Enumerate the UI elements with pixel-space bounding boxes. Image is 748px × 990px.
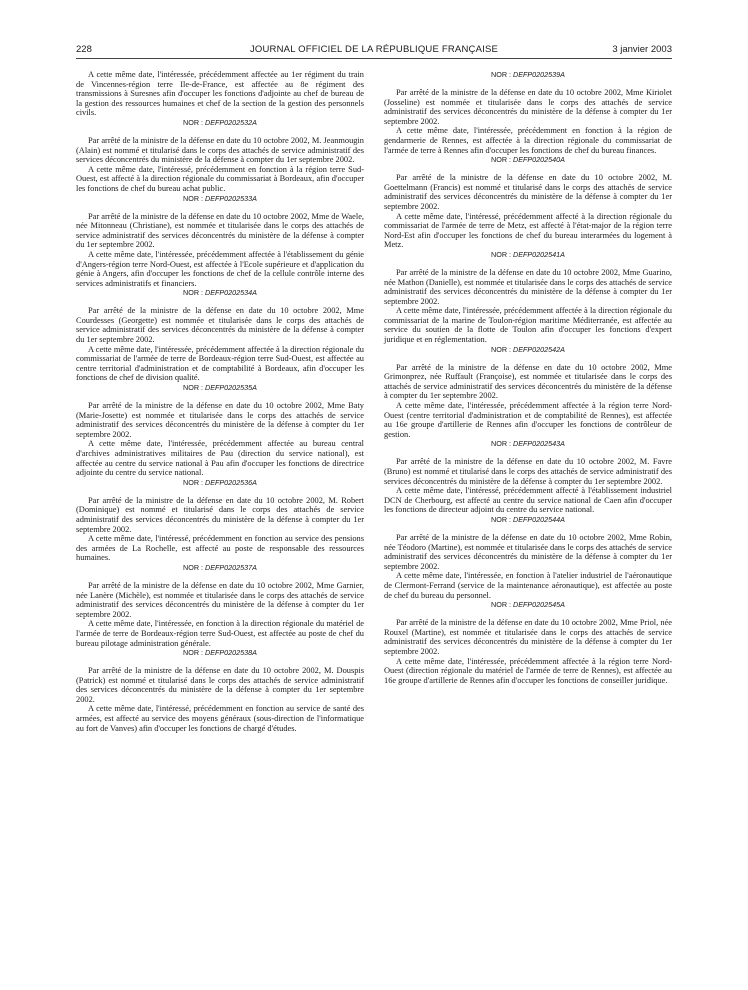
decree-paragraph: A cette même date, l'intéressé, précédemment en fonction au service des pensions des armées de La Rochelle, est affecté au poste de responsable des ressources humaines. [76, 534, 364, 563]
decree-paragraph: A cette même date, l'intéressé, précédemment affecté à la direction régionale du commissariat de l'armée de terre de Metz, est affecté à l'état-major de la région terre Nord-Est afin d'occuper les fonctions de chef du bureau interarmées du logement à Metz. [384, 211, 672, 250]
nor-label: NOR : [491, 344, 511, 354]
decree-paragraph: Par arrêté de la ministre de la défense en date du 10 octobre 2002, M. Robert (Dominique) est nommé et titularisé dans le corps des attachés de service administratif des services déconcentrés du ministère de la défense à compter du 1er septembre 2002. [76, 495, 364, 534]
nor-reference [76, 563, 364, 572]
nor-reference [76, 478, 364, 487]
decree-paragraph: Par arrêté de la ministre de la défense en date du 10 octobre 2002, Mme Guarino, née Mathon (Danielle), est nommée et titularisée dans le corps des attachés de service administratif des services déconcentrés du ministère de la défense à compter du 1er septembre 2002. [384, 267, 672, 306]
nor-label: NOR : [491, 70, 511, 79]
nor-label: NOR : [491, 155, 511, 165]
decree-entry [384, 155, 672, 250]
nor-label: NOR : [491, 249, 511, 259]
decree-paragraph: Par arrêté de la ministre de la défense en date du 10 octobre 2002, M. Jeanmougin (Alain) est nommé et titularisé dans le corps des attachés de service administratif des services déconcentrés du ministère de la défense à compter du 1er septembre 2002. [76, 135, 364, 165]
left-column [76, 70, 364, 733]
nor-code: DEFP0202541A [513, 249, 565, 259]
nor-reference [76, 288, 364, 297]
nor-code: DEFP0202539A [513, 70, 565, 79]
page-header [76, 44, 672, 59]
decree-paragraph: A cette même date, l'intéressée, précédemment affectée à la direction régionale du commissariat de la marine de Toulon-région maritime Méditerranée, est affectée au service du soutien de la flotte de Toulon afin d'occuper les fonctions d'expert juridique et en réglementation. [384, 306, 672, 345]
decree-entry [76, 118, 364, 194]
nor-label: NOR : [183, 288, 203, 298]
nor-code: DEFP0202534A [205, 288, 257, 298]
nor-label: NOR : [183, 117, 203, 127]
decree-entry [76, 194, 364, 289]
nor-reference [384, 515, 672, 524]
nor-label: NOR : [491, 439, 511, 449]
decree-paragraph: Par arrêté de la ministre de la défense en date du 10 octobre 2002, Mme Robin, née Téodoro (Martine), est nommée et titularisée dans le corps des attachés de service administratif des services déconcentrés du ministère de la défense à compter du 1er septembre 2002. [384, 532, 672, 571]
decree-entry [384, 515, 672, 600]
nor-reference [76, 118, 364, 127]
nor-code: DEFP0202545A [513, 600, 565, 610]
publication-date: 3 janvier 2003 [612, 44, 672, 55]
decree-paragraph: A cette même date, l'intéressée, précédemment affectée à l'établissement du génie d'Angers-région terre Nord-Ouest, est affectée à l'Ecole supérieure et d'application du génie à Angers, afin d'occuper les fonctions de chef de la cellule contrôle interne des services administratifs et financiers. [76, 249, 364, 288]
decree-paragraph: A cette même date, l'intéressée, en fonction à l'atelier industriel de l'aéronautique de Clermont-Ferrand (service de la maintenance aéronautique), est affectée au poste de chef du bureau du personnel. [384, 571, 672, 600]
nor-reference [384, 345, 672, 354]
decree-paragraph: A cette même date, l'intéressée, précédemment affectée au 1er régiment du train de Vincennes-région terre Ile-de-France, est affectée au 8e régiment des transmissions à Suresnes afin d'occuper les fonctions d'adjointe au chef de bureau de la gestion des ressources humaines et chef de la section de la gestion des personnels civils. [76, 70, 364, 118]
decree-paragraph: Par arrêté de la ministre de la défense en date du 10 octobre 2002, Mme Baty (Marie-Josette) est nommée et titularisée dans le corps des attachés de service administratif des services déconcentrés du ministère de la défense à compter du 1er septembre 2002. [76, 401, 364, 439]
decree-entry [384, 439, 672, 515]
nor-code: DEFP0202538A [205, 648, 257, 658]
decree-entry [76, 70, 364, 118]
nor-reference [384, 155, 672, 164]
nor-reference [384, 439, 672, 448]
decree-entry [384, 345, 672, 440]
decree-paragraph: Par arrêté de la ministre de la défense en date du 10 octobre 2002, M. Goettelmann (Francis) est nommé et titularisé dans le corps des attachés de service administratif des services déconcentrés du ministère de la défense à compter du 1er septembre 2002. [384, 173, 672, 211]
decree-paragraph: A cette même date, l'intéressée, précédemment en fonction à la région de gendarmerie de Rennes, est affectée à la direction régionale du commissariat de l'armée de terre à Rennes afin d'occuper les fonctions de chef du bureau finances. [384, 126, 672, 155]
nor-label: NOR : [183, 383, 203, 393]
nor-code: DEFP0202535A [205, 383, 257, 393]
decree-entry [384, 600, 672, 685]
nor-reference [76, 383, 364, 392]
nor-reference [76, 648, 364, 657]
decree-paragraph: A cette même date, l'intéressé, précédemment en fonction à la région terre Sud-Ouest, est affecté à la direction régionale du commissariat à Bordeaux, afin d'occuper les fonctions de chef du bureau achat public. [76, 164, 364, 193]
nor-label: NOR : [183, 477, 203, 487]
decree-entry [76, 648, 364, 733]
nor-code: DEFP0202533A [205, 193, 257, 203]
decree-paragraph: A cette même date, l'intéressée, précédemment affectée à la direction régionale du commissariat de l'armée de terre de Bordeaux-région terre Sud-Ouest, est affectée au centre territorial d'administration et de comptabilité à Bordeaux, afin d'occuper les fonctions de chef de division qualité. [76, 344, 364, 383]
decree-entry [76, 563, 364, 648]
nor-code: DEFP0202540A [513, 155, 565, 165]
decree-paragraph: A cette même date, l'intéressé, précédemment affecté à l'établissement industriel DCN de Cherbourg, est affecté au centre du service national de Caen afin d'occuper les fonctions de directeur adjoint du centre du service national. [384, 486, 672, 515]
nor-reference [76, 194, 364, 203]
journal-title: JOURNAL OFFICIEL DE LA RÉPUBLIQUE FRANÇAISE [249, 44, 499, 55]
nor-label: NOR : [183, 562, 203, 572]
decree-entry [76, 288, 364, 383]
decree-paragraph: Par arrêté de la ministre de la défense en date du 10 octobre 2002, M. Douspis (Patrick) est nommé et titularisé dans le corps des attachés de service administratif des services déconcentrés du ministère de la défense à compter du 1er septembre 2002. [76, 666, 364, 704]
nor-label: NOR : [183, 193, 203, 203]
nor-reference [384, 600, 672, 609]
decree-entry [384, 250, 672, 345]
decree-paragraph: Par arrêté de la ministre de la défense en date du 10 octobre 2002, Mme de Waele, née Mitonneau (Christiane), est nommée et titularisée dans le corps des attachés de service administratif des services déconcentrés du ministère de la défense à compter du 1er septembre 2002. [76, 211, 364, 250]
decree-entry [76, 478, 364, 563]
decree-paragraph: Par arrêté de la ministre de la défense en date du 10 octobre 2002, Mme Courdesses (Georgette) est nommée et titularisée dans le corps des attachés de service administratif des services déconcentrés du ministère de la défense à compter du 1er septembre 2002. [76, 306, 364, 345]
decree-paragraph: Par arrêté de la ministre de la défense en date du 10 octobre 2002, M. Favre (Bruno) est nommé et titularisé dans le corps des attachés de service administratif des services déconcentrés du ministère de la défense à compter du 1er septembre 2002. [384, 457, 672, 486]
nor-label: NOR : [491, 600, 511, 610]
nor-code: DEFP0202543A [513, 439, 565, 449]
nor-code: DEFP0202536A [205, 477, 257, 487]
decree-entry [384, 70, 672, 155]
decree-paragraph: A cette même date, l'intéressée, précédemment affectée à la région terre Nord-Ouest (direction régionale du matériel de l'armée de terre de Rennes), est affectée au 16e groupe d'artillerie de Rennes afin d'occuper les fonctions de conseiller juridique. [384, 656, 672, 685]
decree-paragraph: Par arrêté de la ministre de la défense en date du 10 octobre 2002, Mme Grimonprez, née Ruffault (Françoise), est nommée et titularisée dans le corps des attachés de service administratif des services déconcentrés du ministère de la défense à compter du 1er septembre 2002. [384, 362, 672, 401]
nor-code: DEFP0202542A [513, 344, 565, 354]
nor-reference [384, 250, 672, 259]
decree-paragraph: Par arrêté de la ministre de la défense en date du 10 octobre 2002, Mme Kiriolet (Josseline) est nommée et titularisée dans le corps des attachés de service administratif des services déconcentrés du ministère de la défense à compter du 1er septembre 2002. [384, 88, 672, 126]
decree-paragraph: A cette même date, l'intéressée, en fonction à la direction régionale du matériel de l'armée de terre de Bordeaux-région terre Sud-Ouest, est affectée au poste de chef du bureau pilotage administration générale. [76, 619, 364, 648]
nor-label: NOR : [183, 648, 203, 658]
nor-code: DEFP0202532A [205, 117, 257, 127]
decree-paragraph: A cette même date, l'intéressé, précédemment en fonction au service de santé des armées, est affecté au service des moyens généraux (sous-direction de l'informatique au fort de Vanves) afin d'occuper les fonctions de chargé d'études. [76, 704, 364, 733]
page-number: 228 [76, 44, 92, 55]
decree-paragraph: A cette même date, l'intéressée, précédemment affectée à la région terre Nord-Ouest (centre territorial d'administration et de comptabilité de Rennes), est affectée au 16e groupe d'artillerie de Rennes afin d'occuper les fonctions de contrôleur de gestion. [384, 401, 672, 439]
nor-reference [384, 70, 672, 79]
decree-paragraph: Par arrêté de la ministre de la défense en date du 10 octobre 2002, Mme Garnier, née Lanère (Michèle), est nommée et titularisée dans le corps des attachés de service administratif des services déconcentrés du ministère de la défense à compter du 1er septembre 2002. [76, 580, 364, 619]
nor-code: DEFP0202544A [513, 514, 565, 524]
nor-label: NOR : [491, 514, 511, 524]
nor-code: DEFP0202537A [205, 562, 257, 572]
decree-paragraph: A cette même date, l'intéressée, précédemment affectée au bureau central d'archives administratives militaires de Pau (direction du service national), est affectée au centre du service national à Pau afin d'occuper les fonctions de directrice adjointe du centre du service national. [76, 439, 364, 478]
right-column [384, 70, 672, 685]
decree-entry [76, 383, 364, 478]
decree-paragraph: Par arrêté de la ministre de la défense en date du 10 octobre 2002, Mme Priol, née Rouxel (Martine), est nommée et titularisée dans le corps des attachés de service administratif des services déconcentrés du ministère de la défense à compter du 1er septembre 2002. [384, 618, 672, 656]
